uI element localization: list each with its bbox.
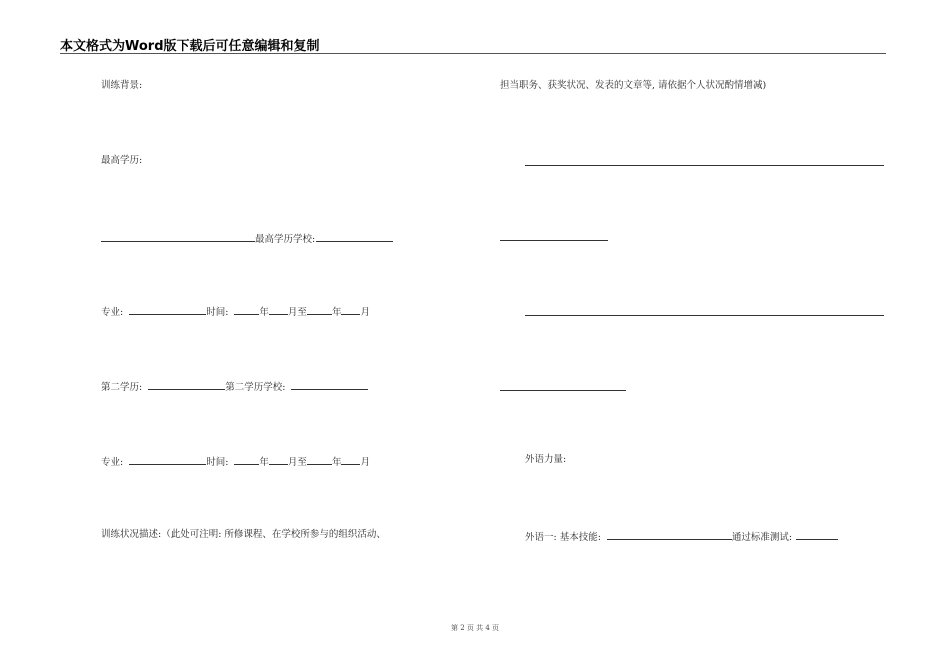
- second-school-label: 第二学历学校:: [225, 382, 286, 393]
- year-blank-1a[interactable]: [234, 304, 259, 315]
- fill-line-4[interactable]: [500, 390, 626, 391]
- month-label-2: 月: [360, 457, 370, 468]
- month-blank-2a[interactable]: [269, 454, 288, 465]
- fill-line-1[interactable]: [525, 165, 884, 166]
- highest-degree-blank[interactable]: [101, 231, 255, 242]
- major-blank-1[interactable]: [129, 304, 206, 315]
- month-label-1: 月: [360, 307, 370, 318]
- foreign-one-label: 外语一: 基本技能:: [525, 532, 601, 543]
- month-blank-2b[interactable]: [341, 454, 360, 465]
- time-label-1: 时间:: [206, 307, 229, 318]
- month-blank-1b[interactable]: [341, 304, 360, 315]
- basic-skill-blank[interactable]: [607, 529, 732, 540]
- foreign-one-row: [525, 529, 838, 544]
- highest-school-blank[interactable]: [316, 231, 393, 242]
- year-label-1a: 年: [259, 307, 269, 318]
- continuation-text: 担当职务、获奖状况、发表的文章等, 请依据个人状况酌情增减): [500, 80, 767, 91]
- highest-school-row: [101, 231, 393, 246]
- training-background-label: 训练背景:: [101, 80, 143, 91]
- test-label: 通过标准测试:: [731, 532, 793, 543]
- second-school-blank[interactable]: [291, 379, 368, 390]
- fill-line-2[interactable]: [500, 240, 608, 241]
- major-label-2: 专业:: [101, 457, 124, 468]
- major-time-row-1: [101, 304, 370, 319]
- second-degree-row: [101, 379, 368, 394]
- page-footer: 第 2 页 共 4 页: [450, 624, 500, 632]
- year-label-2a: 年: [259, 457, 269, 468]
- foreign-language-label: 外语力量:: [525, 454, 567, 465]
- test-blank[interactable]: [796, 529, 838, 540]
- month-to-label-2: 月至: [287, 457, 307, 468]
- year-blank-2a[interactable]: [234, 454, 259, 465]
- fill-line-3[interactable]: [525, 315, 884, 316]
- training-status-label: 训练状况描述:（此处可注明: 所修课程、在学校所参与的组织活动、: [101, 529, 386, 540]
- year-blank-2b[interactable]: [307, 454, 332, 465]
- highest-degree-label: 最高学历:: [101, 155, 143, 166]
- header-title: 本文格式为Word版下载后可任意编辑和复制: [60, 39, 320, 54]
- major-label-1: 专业:: [101, 307, 124, 318]
- second-degree-label: 第二学历:: [101, 382, 143, 393]
- year-blank-1b[interactable]: [307, 304, 332, 315]
- time-label-2: 时间:: [206, 457, 229, 468]
- second-degree-blank[interactable]: [148, 379, 225, 390]
- major-time-row-2: [101, 454, 370, 469]
- highest-school-label: 最高学历学校:: [255, 234, 316, 245]
- month-blank-1a[interactable]: [269, 304, 288, 315]
- major-blank-2[interactable]: [129, 454, 206, 465]
- year-label-1b: 年: [331, 307, 342, 318]
- month-to-label-1: 月至: [287, 307, 307, 318]
- header-divider: [60, 53, 886, 54]
- year-label-2b: 年: [331, 457, 342, 468]
